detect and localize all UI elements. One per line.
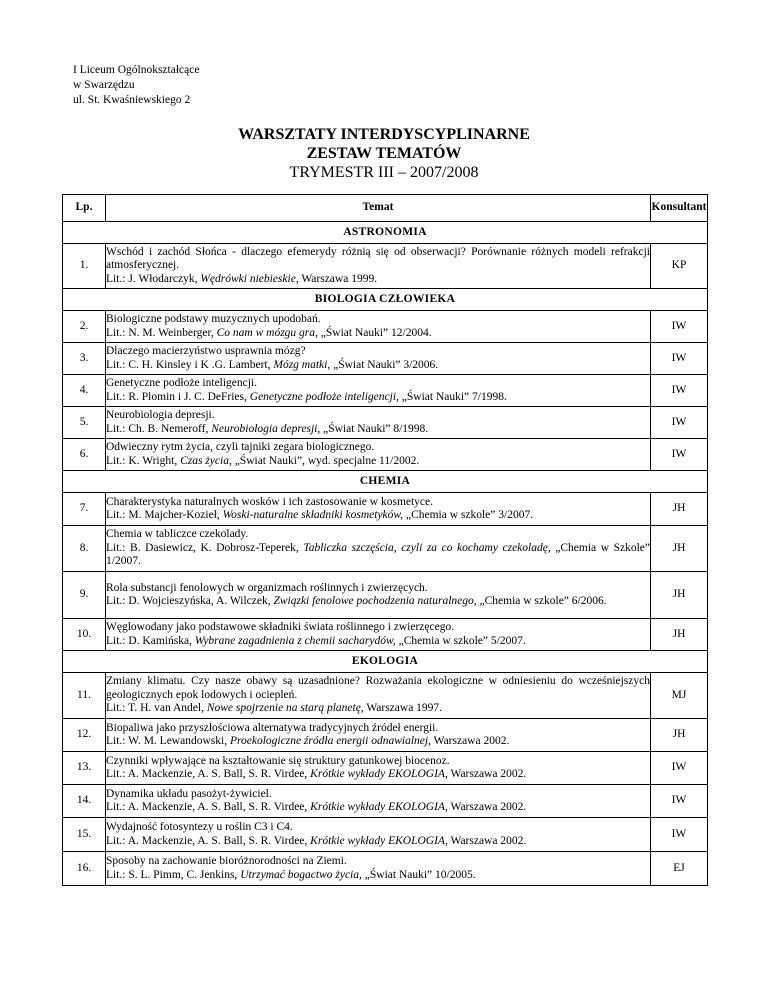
topic-cell <box>106 818 651 852</box>
literature-author: Lit.: A. Mackenzie, A. S. Ball, S. R. Virdee, <box>106 768 311 780</box>
topic-title: Zmiany klimatu. Czy nasze obawy są uzasadnione? Rozważania ekologiczne w odniesieniu do wcześniejszych geologicznych epok lodowych i ociepleń. <box>106 675 650 701</box>
section-heading: CHEMIA <box>63 471 708 493</box>
row-number: 16. <box>63 852 106 886</box>
literature-source: Warszawa 2002. <box>430 735 510 747</box>
row-number: 9. <box>63 572 106 619</box>
literature-reference <box>106 423 650 437</box>
consultant-initials: JH <box>651 572 708 619</box>
topic-title: Biologiczne podstawy muzycznych upodobań. <box>106 313 321 325</box>
literature-reference <box>106 702 650 716</box>
table-row <box>63 572 708 619</box>
topic-title: Dynamika układu pasożyt-żywiciel. <box>106 787 272 800</box>
table-body <box>63 222 708 886</box>
topic-title: Wschód i zachód Słońca - dlaczego efemerydy różnią się od obserwacji? Porównanie różnych modeli refrakcji atmosferycznej. <box>106 245 650 272</box>
literature-reference <box>106 635 650 649</box>
section-row <box>63 471 708 493</box>
consultant-initials: IW <box>651 752 708 785</box>
table-row <box>63 818 708 852</box>
literature-title: Tabliczka szczęścia, czyli za co kochamy czekoladę, <box>303 541 551 554</box>
literature-reference <box>106 359 650 373</box>
literature-reference <box>106 595 650 609</box>
literature-source: , Warszawa 1999. <box>295 272 378 285</box>
literature-title: Wybrane zagadnienia z chemii sacharydów, <box>194 634 396 647</box>
topic-title: Neurobiologia depresji. <box>106 409 215 421</box>
literature-source: „Chemia w Szkole” 1/2007. <box>106 541 650 568</box>
consultant-initials: IW <box>651 785 708 818</box>
literature-author: Lit.: D. Wojcieszyńska, A. Wilczek, <box>106 595 274 607</box>
title-line-3: TRYMESTR III – 2007/2008 <box>289 164 479 181</box>
literature-source: , „Chemia w szkole” 6/2006. <box>473 595 607 607</box>
row-number: 7. <box>63 493 106 526</box>
topic-title: Dlaczego macierzyństwo usprawnia mózg? <box>106 345 306 357</box>
consultant-initials: IW <box>651 439 708 471</box>
title-line-2: ZESTAW TEMATÓW <box>306 145 462 162</box>
row-number: 5. <box>63 407 106 439</box>
literature-title: Genetyczne podłoże inteligencji <box>249 390 397 403</box>
topic-title: Odwieczny rytm życia, czyli tajniki zegara biologicznego. <box>106 441 375 453</box>
school-address <box>73 63 199 108</box>
row-number: 3. <box>63 343 106 375</box>
literature-author: Lit.: R. Plomin i J. C. DeFries, <box>106 390 250 403</box>
table-row <box>63 439 708 471</box>
literature-reference <box>106 801 650 815</box>
literature-title: Krótkie wykłady EKOLOGIA, <box>310 768 448 780</box>
section-heading: ASTRONOMIA <box>63 222 708 244</box>
row-number: 2. <box>63 311 106 343</box>
topic-title: Wydajność fotosyntezy u roślin C3 i C4. <box>106 821 293 833</box>
topic-cell <box>106 673 651 719</box>
table-row <box>63 719 708 752</box>
document-title <box>0 125 768 182</box>
literature-title: Związki fenolowe pochodzenia naturalnego <box>273 595 474 607</box>
consultant-initials: EJ <box>651 852 708 886</box>
header-consultant: Konsultant <box>651 195 708 222</box>
topic-title: Chemia w tabliczce czekolady. <box>106 528 249 541</box>
literature-author: Lit.: J. Włodarczyk, <box>106 272 201 285</box>
topic-cell <box>106 407 651 439</box>
literature-title: Nowe spojrzenie na starą planetę <box>206 702 361 715</box>
literature-title: Czas życia <box>180 454 229 467</box>
literature-author: Lit.: T. H. van Andel, <box>106 702 207 715</box>
header-lp: Lp. <box>63 195 106 222</box>
topic-cell <box>106 439 651 471</box>
literature-author: Lit.: C. H. Kinsley i K .G. Lambert, <box>106 358 274 371</box>
table-header-row <box>63 195 708 222</box>
literature-source: , „Świat Nauki” 12/2004. <box>315 326 432 339</box>
consultant-initials: IW <box>651 311 708 343</box>
consultant-initials: JH <box>651 493 708 526</box>
literature-title: Krótkie wykłady EKOLOGIA, <box>310 834 448 847</box>
row-number: 10. <box>63 619 106 651</box>
section-row <box>63 222 708 244</box>
literature-source: , „Świat Nauki” 3/2006. <box>327 358 439 371</box>
literature-title: Wędrówki niebieskie <box>200 272 296 285</box>
literature-title: Krótkie wykłady EKOLOGIA <box>310 801 445 813</box>
literature-title: Woski-naturalne składniki kosmetyków, <box>222 509 404 521</box>
topic-cell <box>106 493 651 526</box>
section-row <box>63 289 708 311</box>
literature-author: Lit.: A. Mackenzie, A. S. Ball, S. R. Virdee, <box>106 834 311 847</box>
literature-source: „Chemia w szkole” 5/2007. <box>395 634 526 647</box>
literature-author: Lit.: K. Wright, <box>106 454 181 467</box>
table-row <box>63 673 708 719</box>
literature-source: , „Świat Nauki”, wyd. specjalne 11/2002. <box>228 454 420 467</box>
literature-source: „Chemia w szkole” 3/2007. <box>403 509 534 521</box>
row-number: 8. <box>63 526 106 572</box>
header-topic: Temat <box>106 195 651 222</box>
topic-cell <box>106 852 651 886</box>
row-number: 13. <box>63 752 106 785</box>
literature-source: , „Świat Nauki” 8/1998. <box>317 422 429 435</box>
literature-title: Co nam w mózgu gra <box>216 326 316 339</box>
literature-reference <box>106 768 650 782</box>
topic-cell <box>106 375 651 407</box>
literature-source: Warszawa 2002. <box>447 768 527 780</box>
topic-cell <box>106 619 651 651</box>
row-number: 15. <box>63 818 106 852</box>
topic-title: Biopaliwa jako przyszłościowa alternatywa tradycyjnych źródeł energii. <box>106 721 439 734</box>
section-heading: EKOLOGIA <box>63 651 708 673</box>
table-row <box>63 244 708 289</box>
literature-title: Proekologiczne źródła energii odnawialnej, <box>229 735 431 747</box>
table-row <box>63 407 708 439</box>
table-row <box>63 343 708 375</box>
literature-author: Lit.: B. Dasiewicz, K. Dobrosz-Teperek, <box>106 541 304 554</box>
literature-source: , Warszawa 2002. <box>444 801 527 813</box>
title-line-1: WARSZTATY INTERDYSCYPLINARNE <box>238 126 530 143</box>
literature-author: Lit.: W. M. Lewandowski, <box>106 735 230 747</box>
table-row <box>63 752 708 785</box>
consultant-initials: IW <box>651 343 708 375</box>
literature-source: „Świat Nauki” 10/2005. <box>361 868 476 881</box>
literature-reference <box>106 509 650 523</box>
row-number: 1. <box>63 244 106 289</box>
literature-reference <box>106 835 650 849</box>
literature-source: , Warszawa 1997. <box>360 702 443 715</box>
literature-reference <box>106 542 650 569</box>
literature-author: Lit.: A. Mackenzie, A. S. Ball, S. R. Virdee, <box>106 801 311 813</box>
table-row <box>63 852 708 886</box>
consultant-initials: KP <box>651 244 708 289</box>
topic-cell <box>106 572 651 619</box>
school-street: ul. St. Kwaśniewskiego 2 <box>73 94 191 106</box>
section-row <box>63 651 708 673</box>
consultant-initials: IW <box>651 407 708 439</box>
row-number: 4. <box>63 375 106 407</box>
consultant-initials: JH <box>651 526 708 572</box>
consultant-initials: JH <box>651 719 708 752</box>
table-row <box>63 493 708 526</box>
literature-source: Warszawa 2002. <box>447 834 527 847</box>
topic-cell <box>106 244 651 289</box>
consultant-initials: MJ <box>651 673 708 719</box>
row-number: 12. <box>63 719 106 752</box>
literature-source: , „Świat Nauki” 7/1998. <box>396 390 507 403</box>
topic-cell <box>106 526 651 572</box>
school-town: w Swarzędzu <box>73 79 135 91</box>
row-number: 6. <box>63 439 106 471</box>
literature-title: Mózg matki <box>273 358 328 371</box>
literature-author: Lit.: M. Majcher-Kozieł, <box>106 509 223 521</box>
table-row <box>63 785 708 818</box>
topic-title: Genetyczne podłoże inteligencji. <box>106 377 258 389</box>
topic-cell <box>106 752 651 785</box>
literature-reference <box>106 327 650 341</box>
topic-cell <box>106 719 651 752</box>
literature-title: Neurobiologia depresji <box>211 422 318 435</box>
consultant-initials: IW <box>651 818 708 852</box>
table-row <box>63 526 708 572</box>
topic-title: Węglowodany jako podstawowe składniki świata roślinnego i zwierzęcego. <box>106 621 455 633</box>
section-heading: BIOLOGIA CZŁOWIEKA <box>63 289 708 311</box>
literature-reference <box>106 391 650 405</box>
topic-title: Charakterystyka naturalnych wosków i ich zastosowanie w kosmetyce. <box>106 495 434 508</box>
topic-title: Sposoby na zachowanie bioróżnorodności na Ziemi. <box>106 855 347 867</box>
literature-author: Lit.: S. L. Pimm, C. Jenkins, <box>106 868 241 881</box>
literature-reference <box>106 273 650 287</box>
row-number: 11. <box>63 673 106 719</box>
literature-title: Utrzymać bogactwo życia, <box>240 868 362 881</box>
consultant-initials: JH <box>651 619 708 651</box>
school-name: I Liceum Ogólnokształcące <box>73 64 200 76</box>
literature-author: Lit.: D. Kamińska, <box>106 634 195 647</box>
topics-table <box>62 194 708 886</box>
literature-reference <box>106 735 650 749</box>
literature-reference <box>106 455 650 469</box>
table-row <box>63 311 708 343</box>
topic-title: Rola substancji fenolowych w organizmach roślinnych i zwierzęcych. <box>106 581 428 594</box>
table-row <box>63 619 708 651</box>
literature-reference <box>106 869 650 883</box>
row-number: 14. <box>63 785 106 818</box>
topic-cell <box>106 785 651 818</box>
literature-author: Lit.: Ch. B. Nemeroff, <box>106 422 212 435</box>
topic-title: Czynniki wpływające na kształtowanie się struktury gatunkowej biocenoz. <box>106 754 450 767</box>
literature-author: Lit.: N. M. Weinberger, <box>106 326 217 339</box>
consultant-initials: IW <box>651 375 708 407</box>
table-row <box>63 375 708 407</box>
topic-cell <box>106 311 651 343</box>
topic-cell <box>106 343 651 375</box>
